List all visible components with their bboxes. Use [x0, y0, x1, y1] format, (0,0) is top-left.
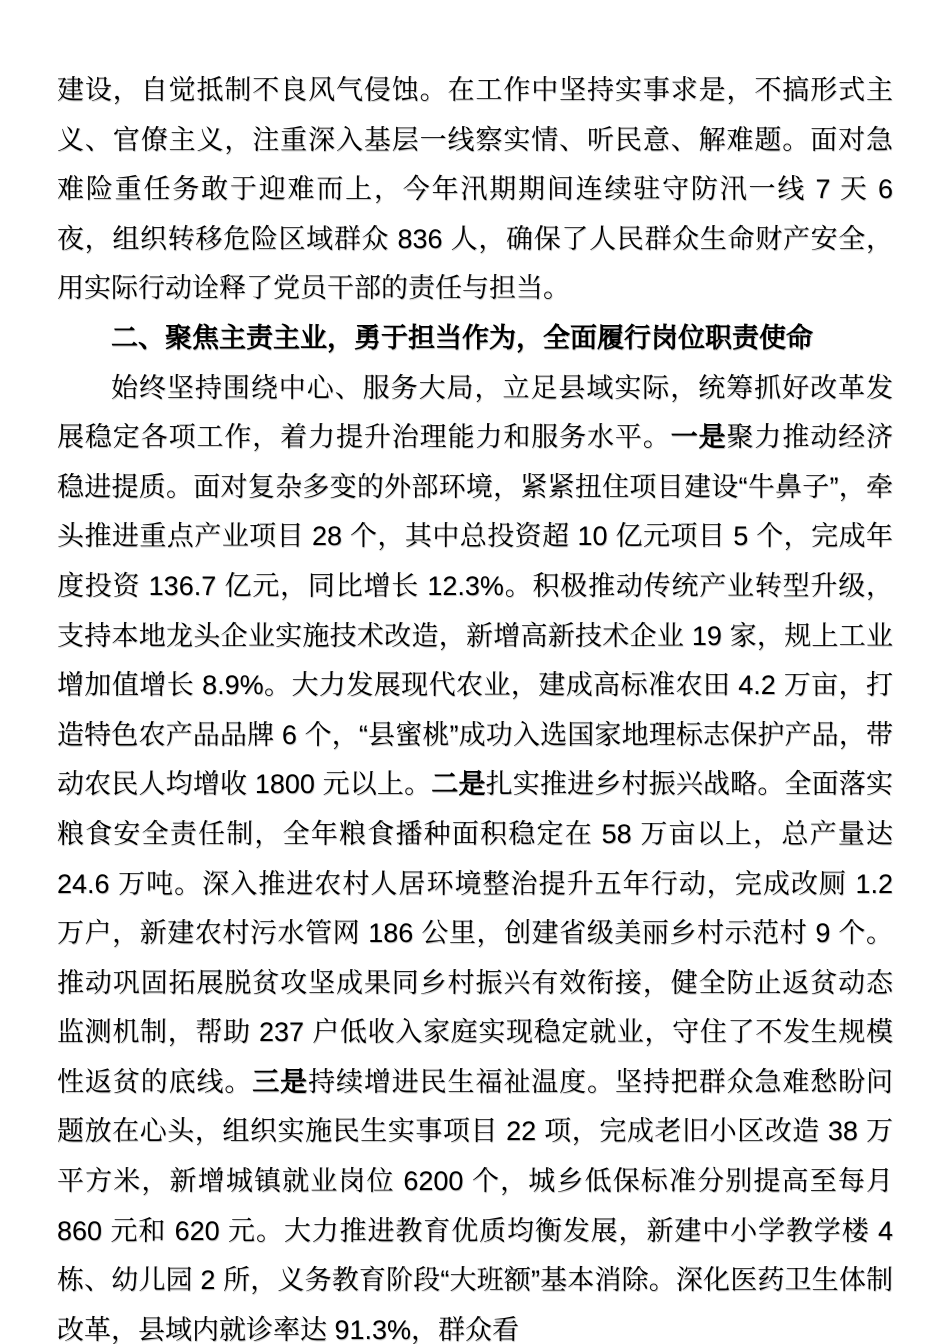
text-run: 建设，自觉抵制不良风气侵蚀。在工作中坚持实事求是，不搞形式主义、官僚主义，注重深入基层一线察实情、听民意、解难题。面对急难险重任务敢于迎难而上，今年汛期期间连续驻守防汛一线 7 天 6 夜，组织转移危险区域群众 836 人，确保了人民群众生命财产安全，用实际行动诠释了党员干部的责任与担当。 — [57, 75, 893, 304]
text-run: 扎实推进乡村振兴战略。全面落实粮食安全责任制，全年粮食播种面积稳定在 58 万亩以上，总产量达 24.6 万吨。深入推进农村人居环境整治提升五年行动，完成改厕 1.2 万户，新建农村污水管网 186 公里，创建省级美丽乡村示范村 9 个。推动巩固拓展脱贫攻坚成果同乡村振兴有效衔接，健全防止返贫动态监测机制，帮助 237 户低收入家庭实现稳定就业，守住了不发生规模性返贫的底线。 — [57, 769, 894, 1097]
bold-text-run: 一是 — [670, 422, 727, 453]
bold-text-run: 二是 — [431, 769, 486, 800]
text-run: 持续增进民生福祉温度。坚持把群众急难愁盼问题放在心头，组织实施民生实事项目 22 项，完成老旧小区改造 38 万平方米，新增城镇就业岗位 6200 个，城乡低保标准分别提高至每月 860 元和 620 元。大力推进教育优质均衡发展，新建中小学教学楼 4 栋、幼儿园 2 所，义务教育阶段“大班额”基本消除。深化医药卫生体制改革，县域内就诊率达 91.3%，群众看 — [57, 1066, 894, 1344]
section-body — [57, 364, 893, 1344]
paragraph-continuation — [57, 66, 893, 314]
document-body — [57, 66, 893, 1344]
bold-text-run: 三是 — [252, 1066, 309, 1097]
bold-text-run: 二、聚焦主责主业，勇于担当作为，全面履行岗位职责使命 — [111, 322, 813, 353]
text-run: 始终坚持围绕中心、服务大局，立足县域实际，统筹抓好改革发展稳定各项工作，着力提升治理能力和服务水平。 — [57, 372, 893, 453]
section-heading — [57, 314, 893, 364]
text-run: 聚力推动经济稳进提质。面对复杂多变的外部环境，紧紧扭住项目建设“牛鼻子”，牵头推进重点产业项目 28 个，其中总投资超 10 亿元项目 5 个，完成年度投资 136.7 亿元，同比增长 12.3%。积极推动传统产业转型升级，支持本地龙头企业实施技术改造，新增高新技术企业 19 家，规上工业增加值增长 8.9%。大力发展现代农业，建成高标准农田 4.2 万亩，打造特色农产品品牌 6 个，“县蜜桃”成功入选国家地理标志保护产品，带动农民人均增收 1800 元以上。 — [57, 422, 894, 800]
